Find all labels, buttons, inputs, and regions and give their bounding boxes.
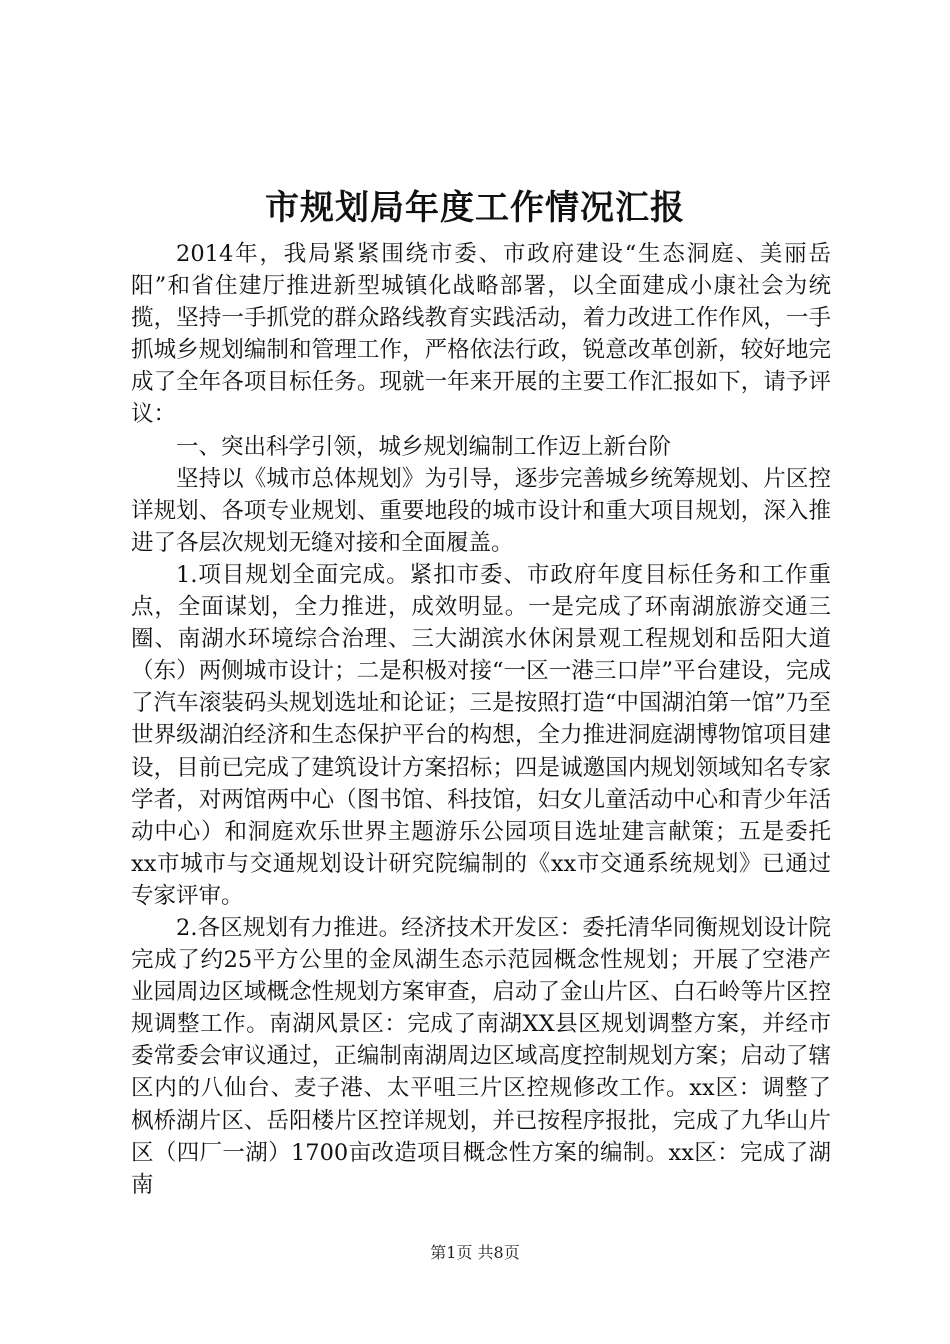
document-body: [131, 238, 831, 1201]
section-heading: 一、突出科学引领，城乡规划编制工作迈上新台阶: [176, 433, 672, 460]
intro-paragraph: 2014年，我局紧紧围绕市委、市政府建设“生态洞庭、美丽岳阳”和省住建厅推进新型城镇化战略部署，以全面建成小康社会为统揽，坚持一手抓党的群众路线教育实践活动，着力改进工作作风，一手抓城乡规划编制和管理工作，严格依法行政，锐意改革创新，较好地完成了全年各项目标任务。现就一年来开展的主要工作汇报如下，请予评议：: [131, 241, 831, 428]
section-intro-paragraph: 坚持以《城市总体规划》为引导，逐步完善城乡统筹规划、片区控详规划、各项专业规划、重要地段的城市设计和重大项目规划，深入推进了各层次规划无缝对接和全面履盖。: [131, 465, 831, 556]
project-planning-paragraph: 1.项目规划全面完成。紧扣市委、市政府年度目标任务和工作重点，全面谋划，全力推进，成效明显。一是完成了环南湖旅游交通三圈、南湖水环境综合治理、三大湖滨水休闲景观工程规划和岳阳大道（东）两侧城市设计；二是积极对接“一区一港三口岸”平台建设，完成了汽车滚装码头规划选址和论证；三是按照打造“中国湖泊第一馆”乃至世界级湖泊经济和生态保护平台的构想，全力推进洞庭湖博物馆项目建设，目前已完成了建筑设计方案招标；四是诚邀国内规划领域知名专家学者，对两馆两中心（图书馆、科技馆，妇女儿童活动中心和青少年活动中心）和洞庭欢乐世界主题游乐公园项目选址建言献策；五是委托xx市城市与交通规划设计研究院编制的《xx市交通系统规划》已通过专家评审。: [131, 561, 831, 909]
document-title: 市规划局年度工作情况汇报: [265, 188, 685, 228]
page-number-footer: 第1页 共8页: [430, 1243, 520, 1262]
district-planning-paragraph: 2.各区规划有力推进。经济技术开发区：委托清华同衡规划设计院完成了约25平方公里的金凤湖生态示范园概念性规划；开展了空港产业园周边区域概念性规划方案审查，启动了金山片区、白石岭等片区控规调整工作。南湖风景区：完成了南湖XX县区规划调整方案，并经市委常委会审议通过，正编制南湖周边区域高度控制规划方案；启动了辖区内的八仙台、麦子港、太平咀三片区控规修改工作。xx区：调整了枫桥湖片区、岳阳楼片区控详规划，并已按程序报批，完成了九华山片区（四厂一湖）1700亩改造项目概念性方案的编制。xx区：完成了湖南: [131, 914, 831, 1198]
